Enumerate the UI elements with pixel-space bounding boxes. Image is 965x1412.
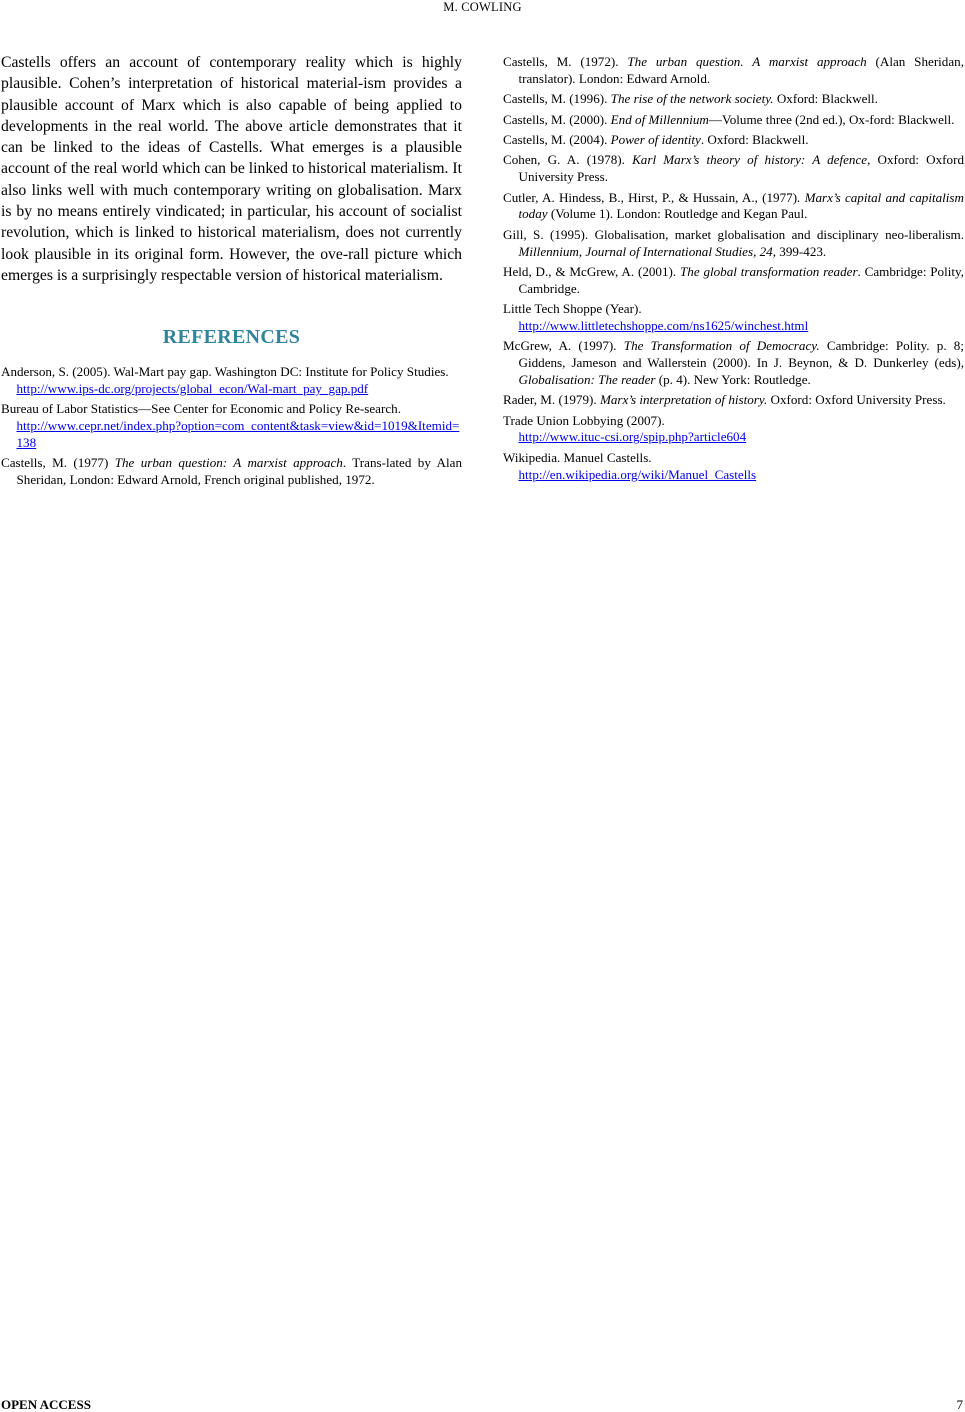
reference-entry (503, 301, 964, 335)
reference-text: Castells, M. (2000). (503, 111, 611, 127)
reference-entry (1, 455, 462, 489)
reference-title: . Marx’s capital and capitalism today (518, 189, 964, 222)
references-heading: REFERENCES (162, 326, 301, 349)
reference-text: (Volume 1). London: Routledge and Kegan Paul. (547, 206, 808, 222)
reference-text: . Cambridge: Polity, Cambridge. (518, 263, 964, 296)
reference-title: End of Millennium (610, 111, 709, 127)
reference-text: Trade Union Lobbying (2007). (503, 412, 665, 428)
reference-title: Karl Marx’s theory of history: A defence (632, 152, 868, 168)
reference-link[interactable]: http://www.ips-dc.org/projects/global_econ/Wal-mart_pay_gap.pdf (16, 381, 369, 397)
reference-entry (503, 392, 964, 409)
left-reference-list (1, 364, 462, 489)
reference-text: Gill, S. (1995). Globalisation, market globalisation and disciplinary neo-liberalism. (503, 226, 964, 242)
reference-title: Marx’s interpretation of history. (599, 392, 768, 408)
reference-text: Anderson, S. (2005). Wal-Mart pay gap. Washington DC: Institute for Policy Studies. (1, 364, 449, 380)
page-number: 7 (956, 1397, 963, 1412)
reference-title: Power of identity (610, 131, 701, 147)
open-access-label: OPEN ACCESS (1, 1397, 91, 1412)
reference-text: Castells, M. (1972). (503, 54, 628, 69)
reference-entry (503, 132, 964, 149)
reference-text: Cutler, A. Hindess, B., Hirst, P., & Hussain, A., (1977) (503, 189, 798, 205)
reference-entry (503, 338, 964, 388)
reference-title: Globalisation: The reader (518, 371, 656, 387)
right-reference-list (503, 54, 964, 483)
reference-title: The global transformation reader (679, 263, 858, 279)
reference-text: (Alan Sheridan, translator). London: Edward Arnold. (518, 54, 964, 86)
reference-entry (503, 91, 964, 108)
reference-entry (503, 190, 964, 224)
reference-entry (503, 112, 964, 129)
left-column (1, 52, 462, 493)
reference-title: The rise of the network society. (610, 91, 774, 107)
reference-text: Rader, M. (1979). (503, 392, 600, 408)
reference-link[interactable]: http://en.wikipedia.org/wiki/Manuel_Castells (518, 466, 757, 482)
reference-entry (503, 264, 964, 298)
reference-link[interactable]: http://www.littletechshoppe.com/ns1625/winchest.html (518, 317, 809, 333)
reference-text: . Trans-lated by Alan Sheridan, London: Edward Arnold, French original published, 1972. (16, 455, 462, 488)
reference-entry (503, 54, 964, 88)
right-column (503, 54, 964, 487)
reference-link[interactable]: http://www.ituc-csi.org/spip.php?article604 (518, 429, 747, 445)
reference-text: 399-423. (776, 243, 827, 259)
reference-title: Millennium, Journal of International Studies, 24, (518, 243, 776, 259)
reference-text: Cohen, G. A. (1978). (503, 152, 633, 168)
page-footer (1, 1397, 963, 1412)
reference-text: Oxford: Oxford University Press. (767, 392, 946, 408)
reference-text: Castells, M. (1977) (1, 455, 115, 471)
running-head: M. COWLING (443, 0, 522, 14)
reference-text: Cambridge: Polity. p. 8; Giddens, Jameson and Wallerstein (2000). In J. Beynon, & D. Dunkerley (eds), (518, 338, 964, 371)
reference-entry (503, 152, 964, 186)
reference-text: Castells, M. (1996). (503, 91, 611, 107)
reference-text: Oxford: Blackwell. (773, 91, 878, 107)
reference-title: The urban question: A marxist approach (114, 455, 343, 471)
reference-text: . Oxford: Blackwell. (700, 131, 809, 147)
reference-text: —Volume three (2nd ed.), Ox-ford: Blackwell. (708, 111, 955, 127)
reference-text: Held, D., & McGrew, A. (2001). (503, 263, 680, 279)
reference-text: , Oxford: Oxford University Press. (518, 152, 964, 185)
reference-text: (p. 4). New York: Routledge. (655, 371, 811, 387)
conclusion-paragraph: Castells offers an account of contemporary reality which is highly plausible. Cohen’s interpretation of historical material-ism provides a plausible account of Marx which is also capable of being applied to developments in the real world. The above article demonstrates that it can be linked to the ideas of Castells. What emerges is a plausible account of the real world which can be linked to historical materialism. It also links well with much contemporary writing on globalisation. Marx is by no means entirely vindicated; in particular, his account of socialist revolution, which is linked to historical materialism, does not currently look plausible in its original form. However, the ove-rall picture which emerges is a surprisingly respectable version of historical materialism. (1, 54, 462, 284)
reference-entry (503, 450, 964, 484)
reference-entry (503, 227, 964, 261)
reference-entry (1, 401, 462, 451)
reference-title: The urban question. A marxist approach (627, 54, 867, 69)
reference-text: Wikipedia. Manuel Castells. (503, 449, 652, 465)
reference-text: Castells, M. (2004). (503, 131, 611, 147)
reference-title: The Transformation of Democracy. (623, 338, 820, 354)
reference-entry (503, 413, 964, 447)
reference-text: Little Tech Shoppe (Year). (503, 301, 642, 317)
reference-link[interactable]: http://www.cepr.net/index.php?option=com_content&task=view&id=1019&Itemid=138 (16, 418, 460, 451)
reference-text: McGrew, A. (1997). (503, 338, 624, 354)
reference-text: Bureau of Labor Statistics—See Center for Economic and Policy Re-search. (1, 401, 401, 417)
reference-entry (1, 364, 462, 398)
